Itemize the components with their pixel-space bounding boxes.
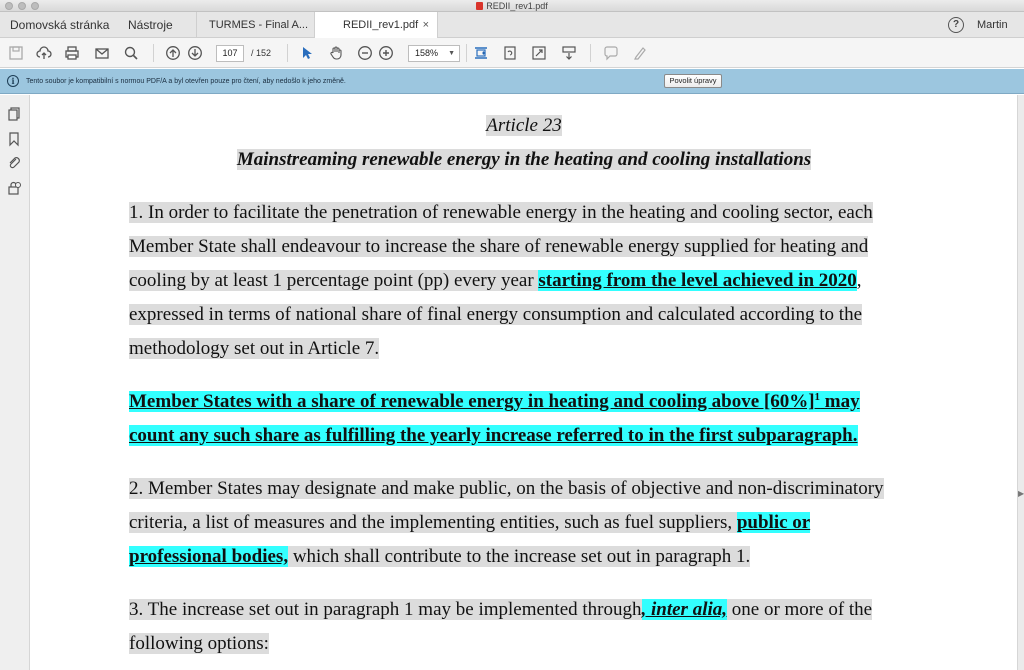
navigation-sidebar bbox=[0, 95, 30, 670]
next-page-icon[interactable] bbox=[186, 44, 204, 62]
amended-text: starting from the level achieved in 2020 bbox=[538, 270, 857, 291]
comment-icon[interactable] bbox=[602, 44, 620, 62]
window-title: REDII_rev1.pdf bbox=[0, 0, 1024, 12]
pdf-file-icon bbox=[476, 2, 483, 10]
readonly-info-banner bbox=[0, 69, 1024, 94]
paragraph-line: Member State shall endeavour to increase the share of renewable energy supplied for heating and bbox=[129, 236, 869, 257]
fit-width-icon[interactable] bbox=[472, 44, 490, 62]
article-title: Mainstreaming renewable energy in the heating and cooling installations bbox=[236, 149, 812, 170]
paragraph-line bbox=[129, 390, 860, 414]
paragraph-line: cooling by at least 1 percentage point (pp) every year starting from the level achieved in 2020, bbox=[129, 270, 862, 291]
toolbar-divider bbox=[590, 44, 591, 62]
paragraph-line: professional bodies, which shall contribute to the increase set out in paragraph 1. bbox=[129, 546, 751, 567]
tab-label: REDII_rev1.pdf bbox=[343, 19, 419, 31]
paragraph-line: methodology set out in Article 7. bbox=[129, 338, 380, 359]
select-cursor-icon[interactable] bbox=[298, 44, 316, 62]
hand-tool-icon[interactable] bbox=[327, 44, 345, 62]
page-total: / 152 bbox=[251, 48, 272, 58]
save-icon[interactable] bbox=[7, 44, 25, 62]
paragraph-line: 1. In order to facilitate the penetration of renewable energy in the heating and cooling sector, each bbox=[129, 202, 873, 223]
previous-page-icon[interactable] bbox=[164, 44, 182, 62]
article-number: Article 23 bbox=[486, 115, 562, 136]
right-panel-edge bbox=[1017, 95, 1024, 670]
attachment-icon[interactable] bbox=[5, 154, 23, 172]
highlight-pen-icon[interactable] bbox=[631, 44, 649, 62]
help-icon[interactable]: ? bbox=[948, 17, 964, 33]
full-screen-icon[interactable] bbox=[530, 44, 548, 62]
tab-label: TURMES - Final A... bbox=[209, 19, 309, 31]
email-icon[interactable] bbox=[93, 44, 111, 62]
window-titlebar bbox=[0, 0, 1024, 12]
amended-text: public or bbox=[736, 512, 811, 533]
paragraph-line: criteria, a list of measures and the implementing entities, such as fuel suppliers, public or bbox=[129, 512, 811, 533]
keyboard-scroll-icon[interactable] bbox=[560, 44, 578, 62]
rotate-page-icon[interactable] bbox=[501, 44, 519, 62]
chevron-down-icon: ▼ bbox=[448, 50, 455, 57]
toolbar-divider bbox=[466, 44, 467, 62]
bookmark-icon[interactable] bbox=[5, 130, 23, 148]
amended-text: , inter alia, bbox=[641, 599, 728, 620]
tab-bar bbox=[0, 12, 1024, 38]
user-account-menu[interactable]: Martin bbox=[977, 19, 1008, 31]
paragraph-line: expressed in terms of national share of final energy consumption and calculated according to the bbox=[129, 304, 863, 325]
search-icon[interactable] bbox=[122, 44, 140, 62]
banner-message: Tento soubor je kompatibilní s normou PDF/A a byl otevřen pouze pro čtení, aby nedošlo k jeho změně. bbox=[26, 78, 346, 85]
page-thumbnails-icon[interactable] bbox=[5, 105, 23, 123]
security-lock-icon[interactable] bbox=[5, 179, 23, 197]
amended-text: count any such share as fulfilling the yearly increase referred to in the first subparagraph. bbox=[129, 425, 858, 446]
close-tab-icon[interactable]: × bbox=[422, 19, 429, 31]
home-link[interactable]: Domovská stránka bbox=[10, 18, 110, 32]
print-icon[interactable] bbox=[63, 44, 81, 62]
zoom-in-icon[interactable] bbox=[377, 44, 395, 62]
amended-text: professional bodies, bbox=[129, 546, 289, 567]
tools-link[interactable]: Nástroje bbox=[128, 18, 173, 32]
main-toolbar bbox=[0, 38, 1024, 68]
footnote-marker[interactable]: 1 bbox=[814, 391, 821, 403]
zoom-level-value: 158% bbox=[415, 48, 439, 58]
page-number-input[interactable]: 107 bbox=[216, 45, 244, 62]
paragraph-line: 2. Member States may designate and make public, on the basis of objective and non-discriminatory bbox=[129, 478, 884, 499]
zoom-out-icon[interactable] bbox=[356, 44, 374, 62]
amended-text: Member States with a share of renewable energy in heating and cooling above $[60\%]^1$ may bbox=[129, 391, 860, 412]
enable-editing-button[interactable]: Povolit úpravy bbox=[664, 74, 722, 88]
paragraph-line: following options: bbox=[129, 633, 269, 654]
paragraph-line bbox=[129, 424, 858, 448]
tab-turmes[interactable] bbox=[196, 12, 314, 38]
toolbar-divider bbox=[287, 44, 288, 62]
toolbar-divider bbox=[153, 44, 154, 62]
info-icon: i bbox=[7, 75, 19, 87]
tab-redii[interactable] bbox=[314, 12, 438, 39]
cloud-upload-icon[interactable] bbox=[35, 44, 53, 62]
paragraph-line: 3. The increase set out in paragraph 1 may be implemented through, inter alia, one or more of the bbox=[129, 599, 873, 620]
zoom-level-select[interactable] bbox=[408, 45, 460, 62]
expand-right-panel-icon[interactable]: ▶ bbox=[1018, 489, 1024, 498]
document-viewer[interactable] bbox=[31, 95, 1017, 670]
